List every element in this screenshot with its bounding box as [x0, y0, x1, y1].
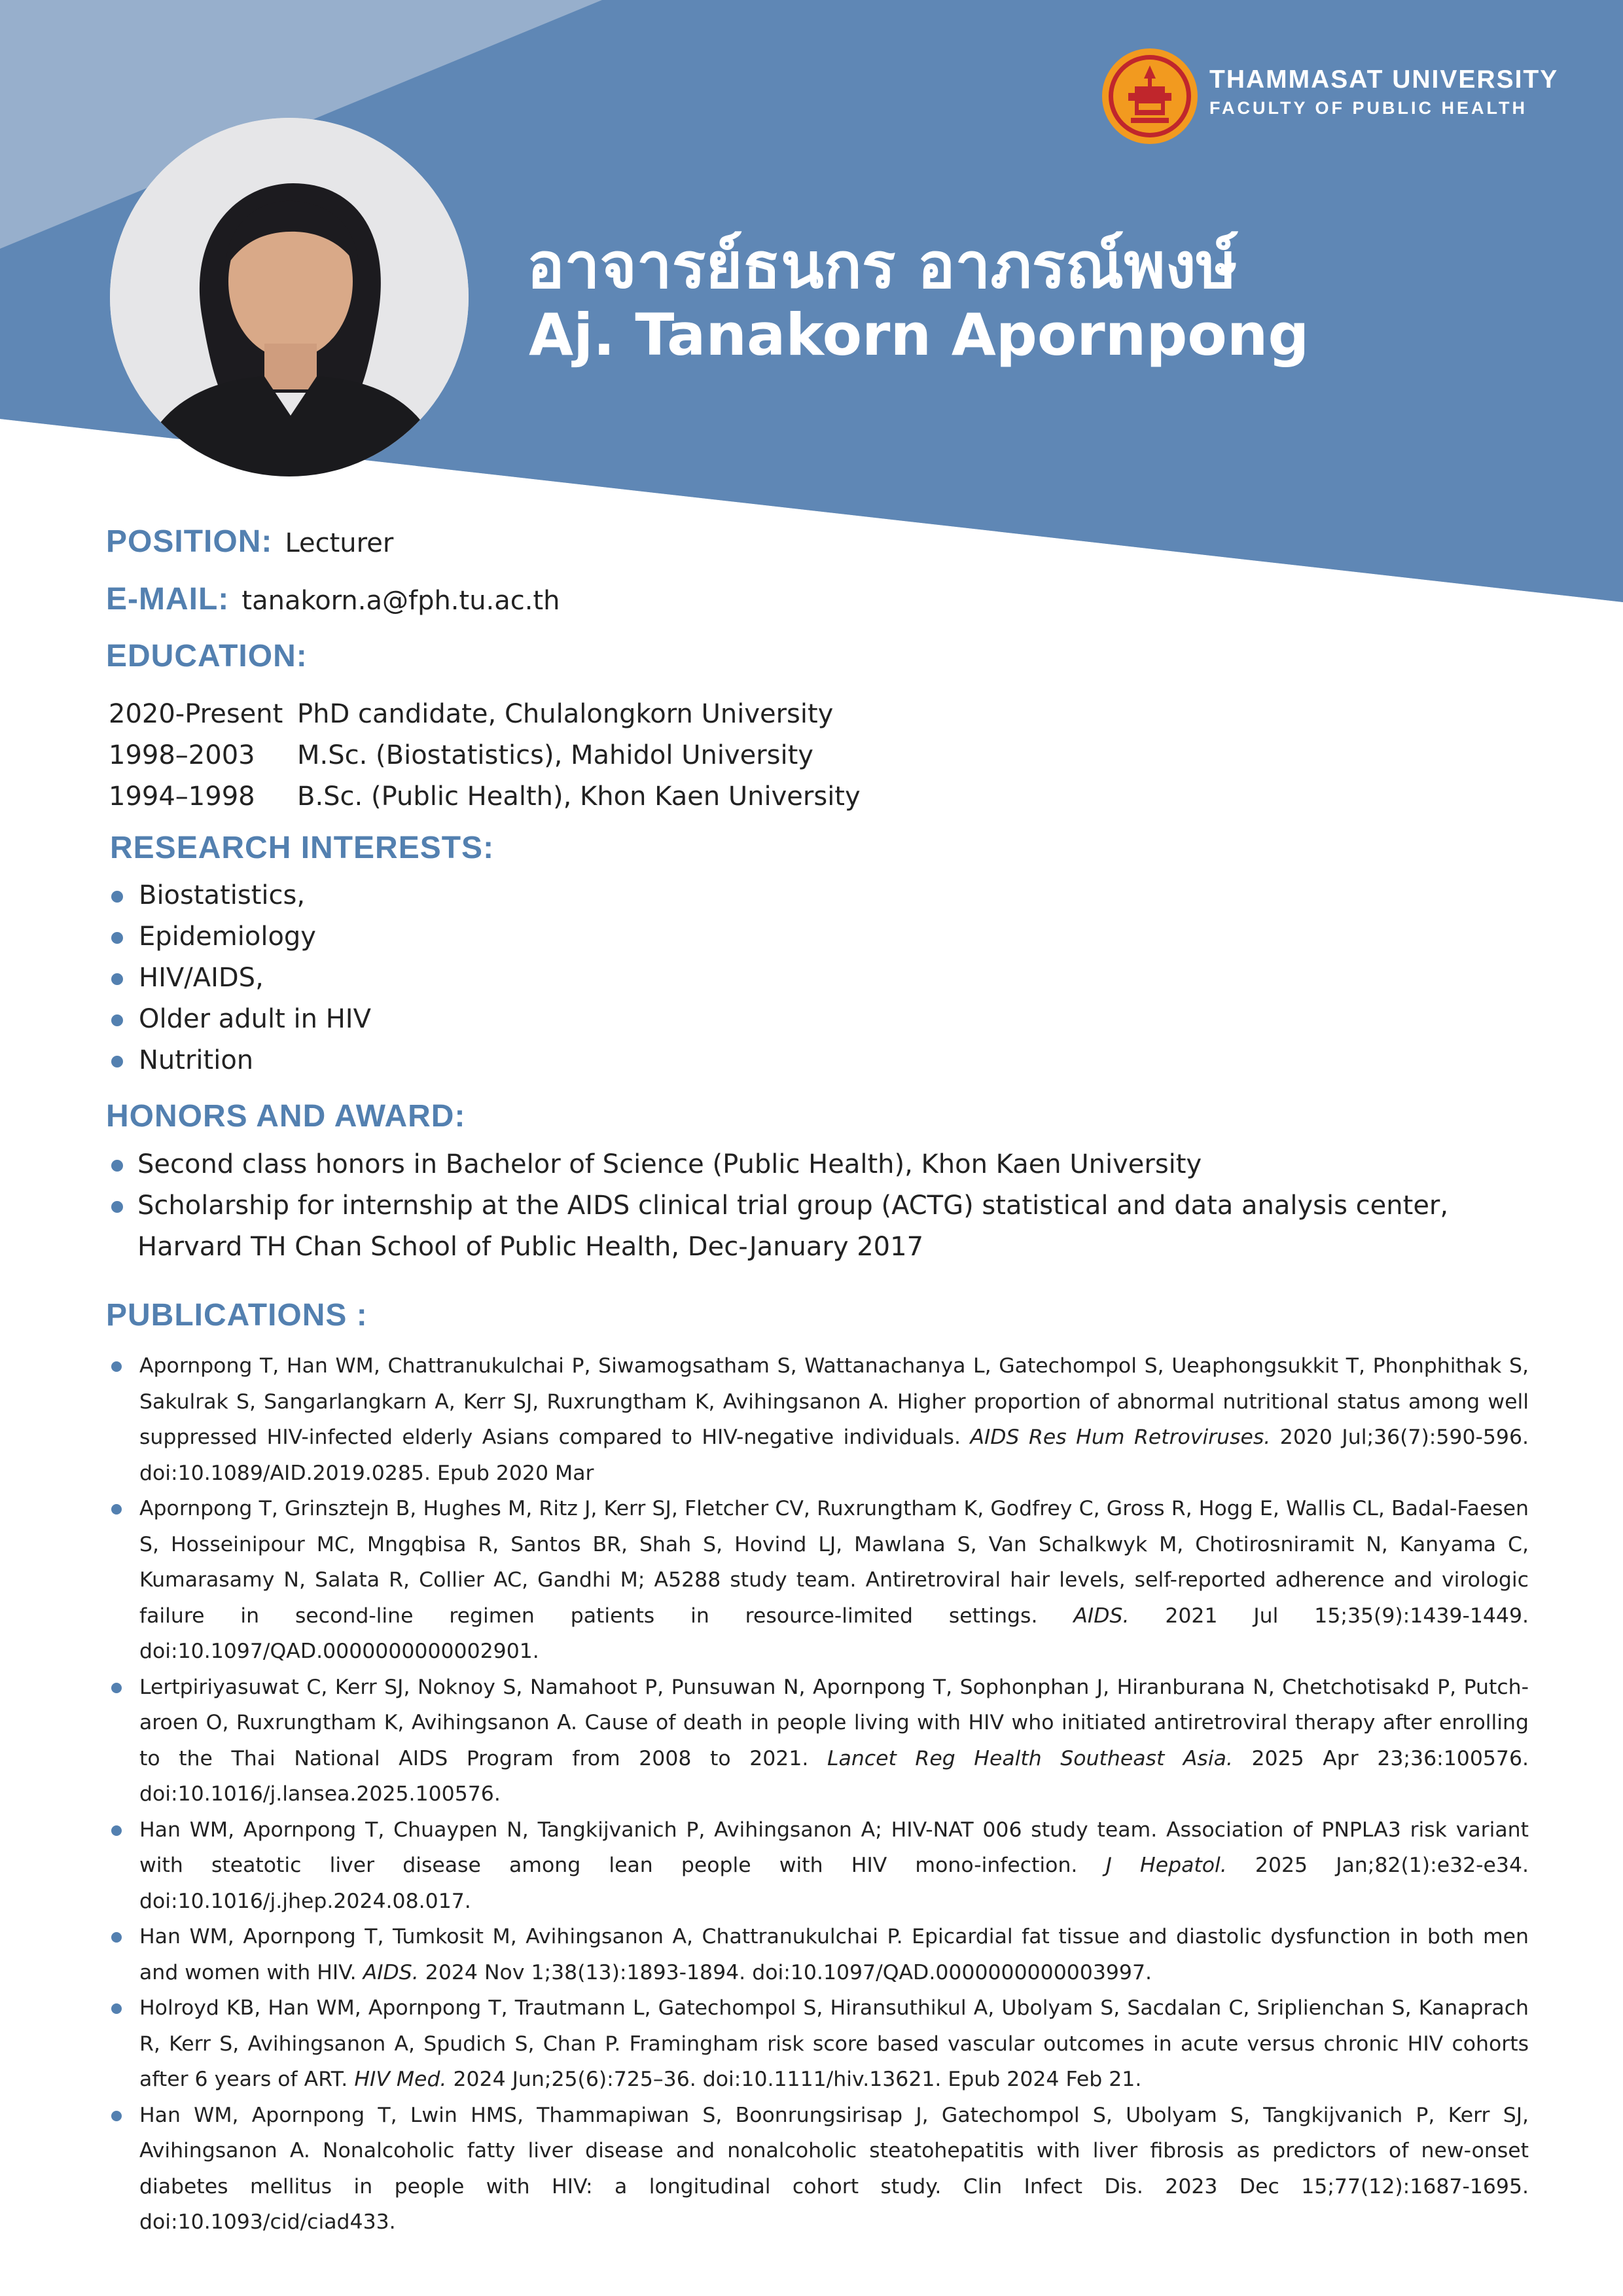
position-value: Lecturer	[285, 528, 394, 558]
publication-journal: J Hepatol.	[1105, 1854, 1227, 1877]
publication-text: Apornpong T, Grinsztejn B, Hughes M, Ritz J, Kerr SJ, Fletcher CV, Ruxrungtham K, Godfrey C, Gross R, Hogg E, Wallis CL, Badal-Faesen S, Hosseinipour MC, Mngqbisa R, Santos BR, Shah S, Hovind LJ, Mawlana S, Van Schalkwyk M, Chotirosniramit N, Kanyama C, Kumarasamy N, Salata R, Collier AC, Gandhi M; A5288 study team. Antiretroviral hair levels, self-reported adherence and virologic failure in second-line regimen patients in resource-limited settings.	[139, 1497, 1529, 1628]
education-degree: B.Sc. (Public Health), Khon Kaen University	[297, 781, 861, 812]
education-item	[109, 776, 861, 817]
education-item	[109, 694, 861, 735]
faculty-name: FACULTY OF PUBLIC HEALTH	[1209, 98, 1527, 118]
research-item: Older adult in HIV	[110, 999, 371, 1040]
education-year: 1998–2003	[109, 740, 255, 770]
publication-item	[110, 1990, 1529, 2098]
honor-line-continued: Harvard TH Chan School of Public Health, Dec-January 2017	[137, 1232, 924, 1262]
email-label: E-MAIL:	[106, 582, 230, 617]
research-heading: RESEARCH INTERESTS:	[110, 831, 495, 865]
education-degree: PhD candidate, Chulalongkorn University	[297, 699, 834, 729]
email-value: tanakorn.a@fph.tu.ac.th	[241, 586, 560, 616]
name-thai: อาจารย์ธนกร อาภรณ์พงษ์	[527, 229, 1238, 302]
person-portrait-icon	[110, 118, 469, 476]
publication-item	[110, 1491, 1529, 1670]
profile-photo	[110, 118, 469, 476]
publication-item	[110, 1348, 1529, 1491]
position-field	[106, 524, 393, 560]
honor-item	[110, 1185, 1448, 1268]
honor-item	[110, 1144, 1448, 1185]
publication-details: 2025 Apr 23;36:100576. doi:10.1016/j.lansea.2025.100576.	[139, 1746, 1529, 1806]
position-label: POSITION:	[106, 524, 273, 559]
publication-details: 2020 Jul;36(7):590-596. doi:10.1089/AID.2019.0285. Epub 2020 Mar	[139, 1426, 1529, 1485]
publications-list	[110, 1348, 1529, 2240]
publication-item	[110, 2098, 1529, 2240]
publication-journal: Lancet Reg Health Southeast Asia.	[827, 1746, 1233, 1770]
education-list	[109, 694, 861, 817]
publication-details: 2025 Jan;82(1):e32-e34. doi:10.1016/j.jhep.2024.08.017.	[139, 1854, 1529, 1913]
honor-line: Scholarship for internship at the AIDS clinical trial group (ACTG) statistical and data analysis center,	[137, 1191, 1449, 1221]
publication-text: Han WM, Apornpong T, Lwin HMS, Thammapiwan S, Boonrungsirisap J, Gatechompol S, Ubolyam S, Tangkijvanich P, Kerr SJ, Avihingsanon A. Nonalcoholic fatty liver disease and nonalcoholic steatohepatitis with liver fibrosis as predictors of new-onset diabetes mellitus in people with HIV: a longitudinal cohort study. Clin Infect Dis. 2023 Dec 15;77(12):1687-1695. doi:10.1093/cid/ciad433.	[139, 2103, 1529, 2234]
publication-details: 2024 Nov 1;38(13):1893-1894. doi:10.1097/QAD.0000000000003997.	[418, 1960, 1152, 1984]
research-list	[110, 875, 371, 1081]
publication-details: 2021 Jul 15;35(9):1439-1449. doi:10.1097/QAD.0000000000002901.	[139, 1604, 1529, 1663]
research-item: Biostatistics,	[110, 875, 371, 916]
honors-list	[110, 1144, 1448, 1268]
honors-heading: HONORS AND AWARD:	[106, 1099, 466, 1134]
education-heading: EDUCATION:	[106, 639, 308, 673]
research-item: HIV/AIDS,	[110, 958, 371, 999]
publication-text: Han WM, Apornpong T, Chuaypen N, Tangkijvanich P, Avihingsanon A; HIV-NAT 006 study team. Association of PNPLA3 risk variant with steatotic liver disease among lean people with HIV mono-infection.	[139, 1818, 1529, 1877]
publication-text: Holroyd KB, Han WM, Apornpong T, Trautmann L, Gatechompol S, Hiransuthikul A, Ubolyam S, Sacdalan C, Sriplienchan S, Kanaprach R, Kerr S, Avihingsanon A, Spudich S, Chan P. Framingham risk score based vascular outcomes in acute versus chronic HIV cohorts after 6 years of ART.	[139, 1996, 1529, 2091]
publication-details: 2024 Jun;25(6):725–36. doi:10.1111/hiv.13621. Epub 2024 Feb 21.	[446, 2068, 1142, 2091]
publication-text: Lertpiriyasuwat C, Kerr SJ, Noknoy S, Namahoot P, Punsuwan N, Apornpong T, Sophonphan J, Hiranburana N, Chetchotisakd P, Putch-aroen O, Ruxrungtham K, Avihingsanon A. Cause of death in people living with HIV who initiated antiretroviral therapy after enrolling to the Thai National AIDS Program from 2008 to 2021.	[139, 1675, 1529, 1770]
honor-line: Second class honors in Bachelor of Science (Public Health), Khon Kaen University	[137, 1149, 1202, 1179]
publication-journal: HIV Med.	[354, 2068, 447, 2091]
education-year: 2020-Present	[109, 699, 283, 729]
university-seal-logo	[1101, 47, 1199, 145]
name-english: Aj. Tanakorn Apornpong	[529, 301, 1310, 368]
publication-item	[110, 1812, 1529, 1920]
publication-item	[110, 1670, 1529, 1812]
publication-journal: AIDS Res Hum Retroviruses.	[970, 1426, 1271, 1449]
publication-text: Han WM, Apornpong T, Tumkosit M, Avihingsanon A, Chattranukulchai P. Epicardial fat tissue and diastolic dysfunction in both men and women with HIV.	[139, 1925, 1529, 1984]
publication-item	[110, 1919, 1529, 1990]
education-item	[109, 735, 861, 776]
publications-heading: PUBLICATIONS :	[106, 1298, 368, 1333]
university-name: THAMMASAT UNIVERSITY	[1209, 65, 1559, 94]
email-field	[106, 581, 560, 617]
education-degree: M.Sc. (Biostatistics), Mahidol University	[297, 740, 813, 770]
research-item: Nutrition	[110, 1040, 371, 1081]
publication-journal: AIDS.	[1073, 1604, 1130, 1628]
publication-text: Apornpong T, Han WM, Chattranukulchai P, Siwamogsatham S, Wattanachanya L, Gatechompol S, Ueaphongsukkit T, Phonphithak S, Sakulrak S, Sangarlangkarn A, Kerr SJ, Ruxrungtham K, Avihingsanon A. Higher proportion of abnormal nutritional status among well suppressed HIV-infected elderly Asians compared to HIV-negative individuals.	[139, 1354, 1529, 1449]
publication-journal: AIDS.	[363, 1960, 419, 1984]
research-item: Epidemiology	[110, 916, 371, 958]
education-year: 1994–1998	[109, 781, 255, 812]
